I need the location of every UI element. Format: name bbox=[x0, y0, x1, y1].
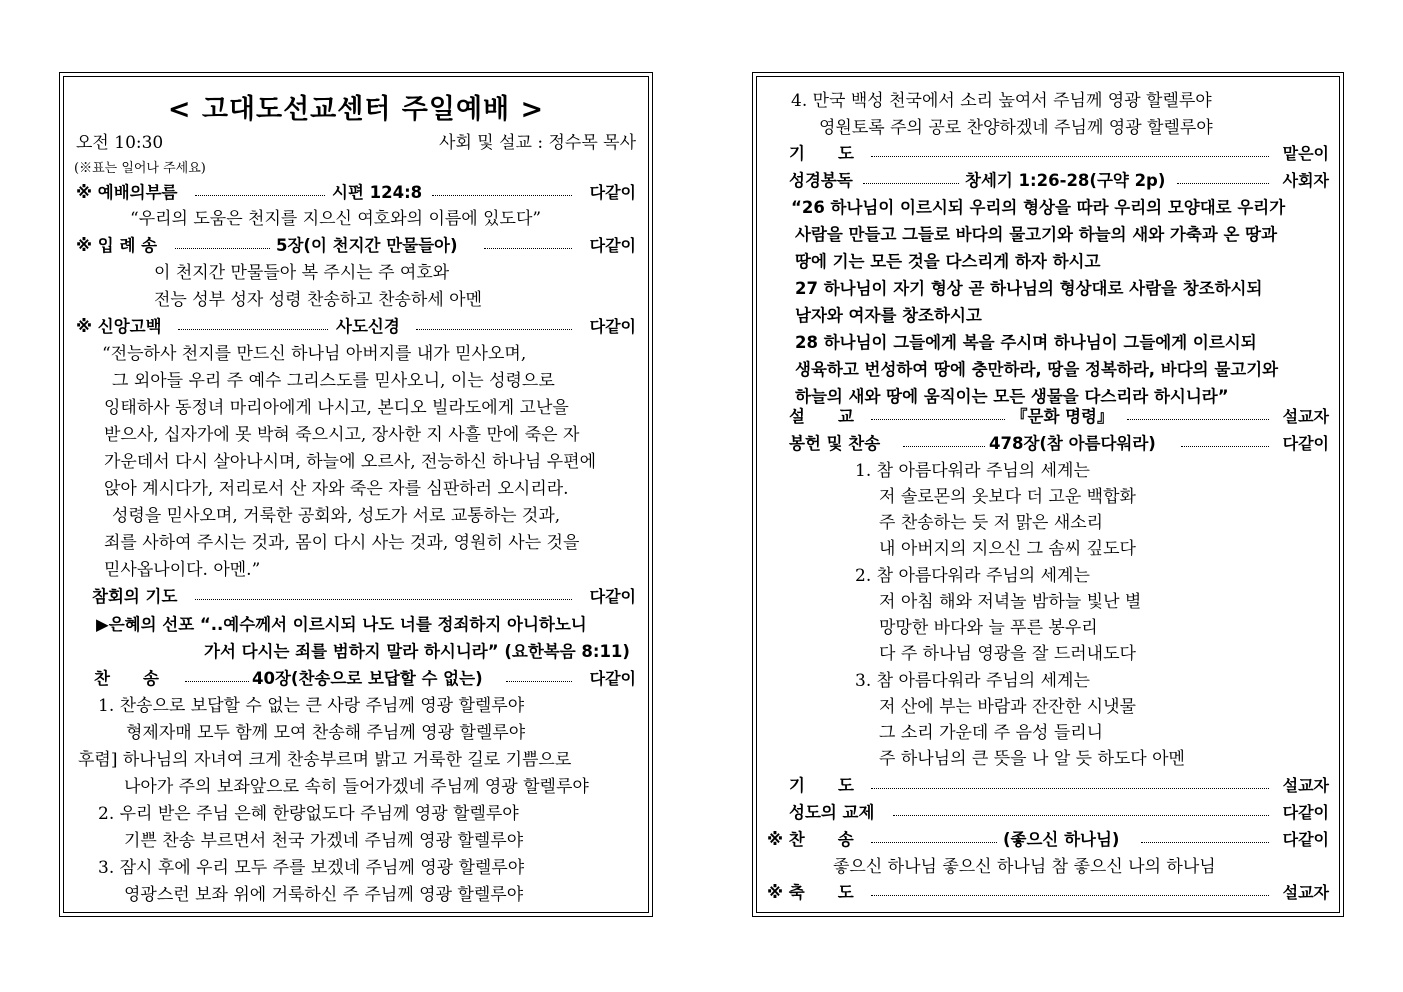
reading-line: “26 하나님이 이르시되 우리의 형상을 따라 우리의 모양대로 우리가 bbox=[791, 198, 1286, 217]
creed-line: 앉아 계시다가, 저리로서 산 자와 죽은 자를 심판하러 오시리라. bbox=[104, 479, 569, 499]
hymn-line: 영광스런 보좌 위에 거룩하신 주 주님께 영광 할렐루야 bbox=[124, 885, 524, 905]
leader-dots bbox=[185, 681, 249, 682]
hymn-line: 나아가 주의 보좌앞으로 속히 들어가겠네 주님께 영광 할렐루야 bbox=[124, 777, 589, 797]
prayer-label: 기 도 bbox=[789, 144, 854, 163]
offering-line: 저 솔로몬의 옷보다 더 고운 백합화 bbox=[879, 487, 1136, 507]
creed-label: ※ 신앙고백 bbox=[76, 317, 162, 336]
reading-line: 생육하고 번성하여 땅에 충만하라, 땅을 정복하라, 바다의 물고기와 bbox=[795, 360, 1279, 379]
creed-line: 받으사, 십자가에 못 박혀 죽으시고, 장사한 지 사흘 만에 죽은 자 bbox=[104, 425, 580, 445]
call-label: ※ 예배의부름 bbox=[76, 183, 178, 202]
leader-dots bbox=[195, 195, 325, 196]
leader-dots bbox=[893, 815, 1269, 816]
creed-right: 다같이 bbox=[589, 317, 636, 336]
reading-line: 남자와 여자를 창조하시고 bbox=[795, 306, 982, 325]
repentance-right: 다같이 bbox=[589, 587, 636, 606]
call-text: “우리의 도움은 천지를 지으신 여호와의 이름에 있도다” bbox=[130, 209, 542, 229]
fellowship-label: 성도의 교제 bbox=[789, 803, 875, 822]
hymn-right: 다같이 bbox=[589, 669, 636, 688]
offering-label: 봉헌 및 찬송 bbox=[789, 434, 881, 453]
reading-line: 땅에 기는 모든 것을 다스리게 하자 하시고 bbox=[795, 252, 1101, 271]
creed-line: 가운데서 다시 살아나시며, 하늘에 오르사, 전능하신 하나님 우편에 bbox=[104, 452, 597, 472]
sermon-right: 설교자 bbox=[1282, 407, 1329, 426]
bulletin-title: < 고대도선교센터 주일예배 > bbox=[167, 94, 545, 125]
grace-line: ▶은혜의 선포 “..예수께서 이르시되 나도 너를 정죄하지 아니하노니 bbox=[96, 615, 587, 634]
leader-dots bbox=[484, 248, 572, 249]
hymn2-right: 다같이 bbox=[1282, 830, 1329, 849]
offering-line: 2. 참 아름다워라 주님의 세계는 bbox=[855, 566, 1090, 586]
prayer-right: 맡은이 bbox=[1282, 144, 1329, 163]
offering-line: 망망한 바다와 늘 푸른 봉우리 bbox=[879, 618, 1098, 638]
leader-dots bbox=[178, 329, 328, 330]
hymn2-line: 좋으신 하나님 좋으신 하나님 참 좋으신 나의 하나님 bbox=[833, 857, 1216, 877]
call-right: 다같이 bbox=[589, 183, 636, 202]
creed-line: 죄를 사하여 주시는 것과, 몸이 다시 사는 것과, 영원히 사는 것을 bbox=[104, 533, 580, 553]
verse4-line: 영원토록 주의 공로 찬양하겠네 주님께 영광 할렐루야 bbox=[819, 118, 1213, 138]
leader-dots bbox=[416, 329, 572, 330]
leader-dots bbox=[1127, 419, 1269, 420]
reading-line: 28 하나님이 그들에게 복을 주시며 하나님이 그들에게 이르시되 bbox=[795, 333, 1257, 352]
offering-line: 그 소리 가운데 주 음성 들리니 bbox=[879, 723, 1104, 743]
leader-dots bbox=[1177, 183, 1269, 184]
reading-line: 27 하나님이 자기 형상 곧 하나님의 형상대로 사람을 창조하시되 bbox=[795, 279, 1263, 298]
offering-line: 주 하나님의 큰 뜻을 나 알 듯 하도다 아멘 bbox=[879, 749, 1185, 769]
hymn-label: 찬 송 bbox=[94, 669, 159, 688]
leader-dots bbox=[903, 446, 985, 447]
reading-center: 창세기 1:26-28(구약 2p) bbox=[965, 171, 1166, 190]
hymn-line: 기쁜 찬송 부르면서 천국 가겠네 주님께 영광 할렐루야 bbox=[124, 831, 524, 851]
reading-line: 사람을 만들고 그들로 바다의 물고기와 하늘의 새와 가축과 온 땅과 bbox=[795, 225, 1278, 244]
offering-line: 다 주 하나님 영광을 잘 드러내도다 bbox=[879, 644, 1136, 664]
offering-line: 저 산에 부는 바람과 잔잔한 시냇물 bbox=[879, 697, 1136, 717]
benediction-label: ※ 축 도 bbox=[767, 883, 854, 902]
right-bulletin-panel bbox=[752, 72, 1344, 917]
creed-center: 사도신경 bbox=[336, 317, 400, 336]
leader-dots bbox=[175, 248, 270, 249]
fellowship-right: 다같이 bbox=[1282, 803, 1329, 822]
sermon-label: 설 교 bbox=[789, 407, 854, 426]
leader-dots bbox=[1141, 842, 1269, 843]
repentance-label: 참회의 기도 bbox=[92, 587, 178, 606]
offering-line: 주 찬송하는 듯 저 맑은 새소리 bbox=[879, 513, 1104, 533]
opening-center: 5장(이 천지간 만물들아) bbox=[276, 236, 458, 255]
offering-line: 내 아버지의 지으신 그 솜씨 깊도다 bbox=[879, 539, 1136, 559]
leader-dots bbox=[871, 156, 1269, 157]
grace-line: 가서 다시는 죄를 범하지 말라 하시니라” (요한복음 8:11) bbox=[204, 642, 630, 661]
leader-dots bbox=[506, 681, 572, 682]
service-leader: 사회 및 설교 : 정수목 목사 bbox=[439, 133, 636, 153]
prayer2-right: 설교자 bbox=[1282, 776, 1329, 795]
reading-right: 사회자 bbox=[1282, 171, 1329, 190]
benediction-right: 설교자 bbox=[1282, 883, 1329, 902]
leader-dots bbox=[871, 842, 997, 843]
hymn-line: 3. 잠시 후에 우리 모두 주를 보겠네 주님께 영광 할렐루야 bbox=[98, 858, 525, 878]
prayer2-label: 기 도 bbox=[789, 776, 854, 795]
service-time: 오전 10:30 bbox=[76, 133, 164, 153]
offering-line: 1. 참 아름다워라 주님의 세계는 bbox=[855, 461, 1090, 481]
opening-label: ※ 입 례 송 bbox=[76, 236, 158, 255]
leader-dots bbox=[195, 599, 572, 600]
left-bulletin-panel bbox=[59, 72, 653, 917]
creed-line: 성령을 믿사오며, 거룩한 공회와, 성도가 서로 교통하는 것과, bbox=[112, 506, 561, 526]
opening-line: 전능 성부 성자 성령 찬송하고 찬송하세 아멘 bbox=[154, 290, 483, 310]
creed-line: 그 외아들 우리 주 예수 그리스도를 믿사오니, 이는 성령으로 bbox=[112, 371, 555, 391]
leader-dots bbox=[871, 419, 1005, 420]
verse4-line: 4. 만국 백성 천국에서 소리 높여서 주님께 영광 할렐루야 bbox=[791, 91, 1212, 111]
hymn-center: 40장(찬송으로 보답할 수 없는) bbox=[252, 669, 483, 688]
hymn-line: 2. 우리 받은 주님 은혜 한량없도다 주님께 영광 할렐루야 bbox=[98, 804, 519, 824]
leader-dots bbox=[432, 195, 572, 196]
opening-line: 이 천지간 만물들아 복 주시는 주 여호와 bbox=[154, 263, 450, 283]
hymn-line: 형제자매 모두 함께 모여 찬송해 주님께 영광 할렐루야 bbox=[126, 723, 526, 743]
offering-line: 3. 참 아름다워라 주님의 세계는 bbox=[855, 671, 1090, 691]
standing-note: (※표는 일어나 주세요) bbox=[74, 161, 206, 176]
hymn-line: 후렴] 하나님의 자녀여 크게 찬송부르며 밝고 거룩한 길로 기쁨으로 bbox=[78, 750, 572, 770]
offering-line: 저 아침 해와 저녁놀 밤하늘 빛난 별 bbox=[879, 592, 1142, 612]
reading-label: 성경봉독 bbox=[789, 171, 853, 190]
sermon-center: 『문화 명령』 bbox=[1011, 407, 1114, 426]
hymn-line: 1. 찬송으로 보답할 수 없는 큰 사랑 주님께 영광 할렐루야 bbox=[98, 696, 525, 716]
hymn2-label: ※ 찬 송 bbox=[767, 830, 854, 849]
hymn2-center: (좋으신 하나님) bbox=[1003, 830, 1120, 849]
call-center: 시편 124:8 bbox=[332, 183, 423, 202]
creed-line: 믿사옵나이다. 아멘.” bbox=[104, 560, 261, 580]
creed-line: 잉태하사 동정녀 마리아에게 나시고, 본디오 빌라도에게 고난을 bbox=[104, 398, 569, 418]
opening-right: 다같이 bbox=[589, 236, 636, 255]
creed-line: “전능하사 천지를 만드신 하나님 아버지를 내가 믿사오며, bbox=[102, 344, 527, 364]
leader-dots bbox=[871, 788, 1269, 789]
leader-dots bbox=[871, 895, 1269, 896]
leader-dots bbox=[863, 183, 959, 184]
reading-line: 하늘의 새와 땅에 움직이는 모든 생물을 다스리라 하시니라” bbox=[795, 387, 1229, 406]
offering-center: 478장(참 아름다워라) bbox=[989, 434, 1156, 453]
leader-dots bbox=[1181, 446, 1269, 447]
offering-right: 다같이 bbox=[1282, 434, 1329, 453]
